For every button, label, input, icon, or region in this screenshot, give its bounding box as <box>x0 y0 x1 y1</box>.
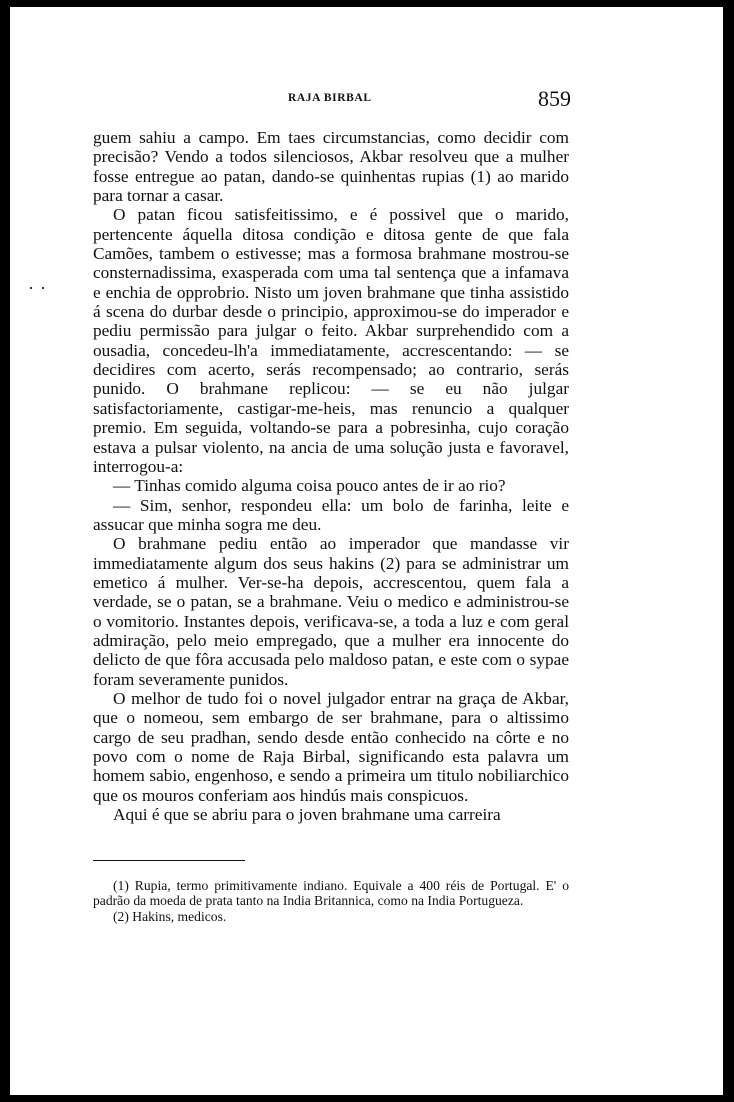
paragraph-4: — Sim, senhor, respondeu ella: um bolo de farinha, leite e assucar que minha sogra me deu. <box>93 495 569 534</box>
page-number: 859 <box>538 86 571 111</box>
body-text <box>93 128 569 824</box>
paragraph-6: O melhor de tudo foi o novel julgador entrar na graça de Akbar, que o nomeou, sem embargo de ser brahmane, para o altissimo cargo de seu pradhan, sendo desde então conhecido na côrte e no povo com o nome de Raja Birbal, significando esta palavra um homem sabio, engenhoso, e sendo a primeira um titulo nobiliarchico que os mouros conferiam aos hindús mais conspicuos. <box>93 688 569 805</box>
footnotes <box>93 878 569 924</box>
scan-border-left <box>0 0 10 1102</box>
paragraph-1: guem sahiu a campo. Em taes circumstancias, como decidir com precisão? Vendo a todos silenciosos, Akbar resolveu que a mulher fosse entregue ao patan, dando-se quinhentas rupias (1) ao marido para tornar a casar. <box>93 128 569 206</box>
running-head: RAJA BIRBAL <box>288 92 372 104</box>
paragraph-7: Aqui é que se abriu para o joven brahmane uma carreira <box>113 805 501 825</box>
margin-mark: ·· <box>28 278 52 298</box>
paragraph-5: O brahmane pediu então ao imperador que mandasse vir immediatamente algum dos seus hakins (2) para se administrar um emetico á mulher. Ver-se-ha depois, accrescentou, quem fala a verdade, se o patan, se a brahmane. Veiu o medico e administrou-se o vomitorio. Instantes depois, verificava-se, a toda a luz e com geral admiração, pelo meio empregado, que a mulher era innocente do delicto de que fôra accusada pelo maldoso patan, e este com o sypae foram severamente punidos. <box>93 534 569 689</box>
scan-border-right <box>723 0 734 1102</box>
scan-border-bottom <box>0 1095 734 1102</box>
footnote-rule <box>93 860 245 861</box>
paragraph-2: O patan ficou satisfeitissimo, e é possivel que o marido, pertencente áquella ditosa condição e ditosa gente de que fala Camões, tambem o estivesse; mas a formosa brahmane mostrou-se consternadissima, exasperada com uma tal sentença que a infamava e enchia de opprobrio. Nisto um joven brahmane que tinha assistido á scena do durbar desde o principio, approximou-se do imperador e pediu permissão para julgar o feito. Akbar surprehendido com a ousadia, concedeu-lh'a immediatamente, accrescentando: — se decidires com acerto, serás recompensado; ao contrario, serás punido. O brahmane replicou: — se eu não julgar satisfactoriamente, castigar-me-heis, mas renuncio a qualquer premio. Em seguida, voltando-se para a pobresinha, cujo coração estava a pulsar violento, na ancia de uma solução justa e favoravel, interrogou-a: <box>93 205 569 476</box>
paragraph-3: — Tinhas comido alguma coisa pouco antes de ir ao rio? <box>113 476 506 496</box>
scan-border-top <box>0 0 734 7</box>
footnote-1: (1) Rupia, termo primitivamente indiano. Equivale a 400 réis de Portugal. E' o padrão da moeda de prata tanto na India Britannica, como na India Portugueza. <box>93 878 569 909</box>
footnote-2: (2) Hakins, medicos. <box>113 908 227 924</box>
